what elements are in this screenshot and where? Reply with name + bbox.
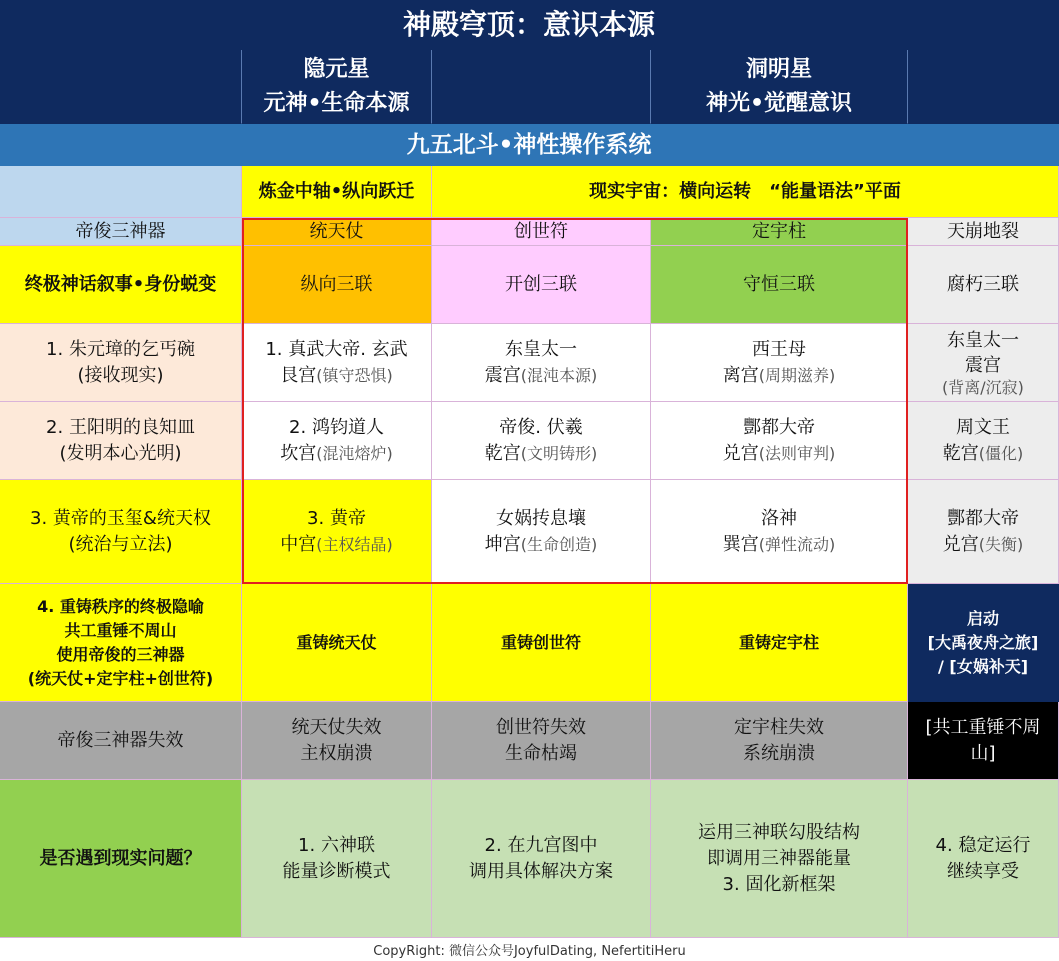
recast-col2-text: 重铸创世符	[500, 632, 581, 652]
row1-col3-deity: 西王母	[752, 338, 806, 360]
row2-col1-note: (混沌熔炉)	[316, 443, 393, 463]
row3-col4	[908, 480, 1059, 584]
row2-col2-note: (文明铸形)	[520, 443, 598, 463]
header-tianbeng-text: 天崩地裂	[947, 220, 1019, 242]
row1-col1-deity: 1. 真武大帝. 玄武	[265, 338, 408, 360]
question-col3	[651, 780, 908, 938]
header-artifacts-text: 帝俊三神器	[75, 220, 166, 242]
row3-col1-note: (主权结晶)	[316, 534, 393, 554]
triad-creation	[432, 246, 651, 324]
triad-decay	[908, 246, 1059, 324]
row1-col4	[908, 324, 1059, 402]
row1-col4-palace: 震宫	[965, 354, 1001, 376]
row1-col3-palace: 离宫	[722, 364, 759, 386]
alchemy-axis-text: 炼金中轴•纵向跃迁	[258, 180, 415, 202]
row3-col3	[651, 480, 908, 584]
row3-col3-deity: 洛神	[761, 507, 797, 529]
row2-label-title: 2. 王阳明的良知皿	[46, 416, 195, 438]
row3-col2	[432, 480, 651, 584]
row1-label	[0, 324, 242, 402]
question-col2	[432, 780, 651, 938]
question-col3-line3: 3. 固化新框架	[722, 873, 836, 895]
question-col1-line2: 能量诊断模式	[282, 860, 391, 882]
stars-blank-left	[0, 50, 242, 124]
stars-blank-middle	[432, 50, 651, 124]
row1-label-sub: (接收现实)	[77, 364, 164, 386]
row2-col4-note: (僵化)	[978, 443, 1024, 463]
triad-vertical-text: 纵向三联	[300, 273, 373, 295]
question-col1	[242, 780, 432, 938]
row1-col1-note: (镇守恐惧)	[316, 365, 393, 385]
fail-label	[0, 702, 242, 780]
question-col3-line2: 即调用三神器能量	[707, 847, 851, 869]
star-dongming	[651, 50, 908, 124]
header-chuangshifu-text: 创世符	[514, 220, 568, 242]
system-title	[0, 124, 1059, 166]
recast-label-line2: 共工重锤不周山	[64, 620, 177, 640]
axis-blank	[0, 166, 242, 218]
star-yinyuan-name: 隐元星	[303, 56, 370, 82]
header-tongtianzhang-text: 统天仗	[309, 220, 364, 242]
recast-label-line3: 使用帝俊的三神器	[56, 644, 185, 664]
recast-col4-line1: 启动	[966, 608, 999, 628]
copyright-text: CopyRight: 微信公众号JoyfulDating, NefertitiHeru	[373, 944, 686, 959]
row3-col4-deity: 酆都大帝	[947, 507, 1019, 529]
row1-col2-deity: 东皇太一	[505, 338, 577, 360]
row3-col4-note: (失衡)	[978, 534, 1024, 554]
reality-plane-text: 现实宇宙：横向运转 “能量语法”平面	[589, 180, 901, 202]
copyright-footer	[0, 938, 1059, 961]
row3-col2-deity: 女娲抟息壤	[496, 507, 586, 529]
star-dongming-desc: 神光•觉醒意识	[705, 90, 853, 116]
row2-col4	[908, 402, 1059, 480]
row3-col2-palace: 坤宫	[484, 533, 521, 555]
recast-col4-line2: [大禹夜舟之旅]	[927, 632, 1039, 652]
header-dingyuzhu	[651, 218, 908, 246]
row2-col1	[242, 402, 432, 480]
row3-label-sub: (统治与立法)	[68, 533, 173, 555]
row3-col1-palace: 中宫	[280, 533, 317, 555]
row2-col3-deity: 酆都大帝	[743, 416, 815, 438]
fail-col1-line2: 主权崩溃	[300, 742, 373, 764]
row2-col2-deity: 帝俊. 伏羲	[499, 416, 583, 438]
fail-col2	[432, 702, 651, 780]
question-col4-line1: 4. 稳定运行	[935, 834, 1031, 856]
header-tianbeng	[908, 218, 1059, 246]
question-label-text: 是否遇到现实问题？	[39, 847, 202, 869]
row1-col2-note: (混沌本源)	[520, 365, 598, 385]
fail-col1	[242, 702, 432, 780]
fail-col3-line1: 定宇柱失效	[734, 716, 824, 738]
recast-col1	[242, 584, 432, 702]
star-yinyuan-desc: 元神•生命本源	[263, 90, 410, 116]
row1-col4-deity: 东皇太一	[947, 329, 1019, 351]
reality-plane-label	[432, 166, 1059, 218]
stars-blank-right	[908, 50, 1059, 124]
fail-col1-line1: 统天仗失效	[291, 716, 382, 738]
row1-col1-palace: 艮宫	[280, 364, 317, 386]
triad-creation-text: 开创三联	[505, 273, 577, 295]
row1-col2	[432, 324, 651, 402]
row2-label	[0, 402, 242, 480]
fail-col4-line2: 山]	[970, 742, 996, 764]
triad-vertical	[242, 246, 432, 324]
fail-col3-line2: 系统崩溃	[743, 742, 815, 764]
row3-col1-deity: 3. 黄帝	[307, 507, 366, 529]
recast-label-line4: (统天仗+定宇柱+创世符)	[27, 668, 214, 688]
row3-col3-note: (弹性流动)	[758, 534, 836, 554]
triad-conservation	[651, 246, 908, 324]
question-label	[0, 780, 242, 938]
row2-col2-palace: 乾宫	[484, 442, 521, 464]
row2-col4-deity: 周文王	[956, 416, 1010, 438]
fail-col4-line1: [共工重锤不周	[925, 716, 1041, 738]
row1-col1	[242, 324, 432, 402]
header-tongtianzhang	[242, 218, 432, 246]
row3-col3-palace: 巽宫	[722, 533, 759, 555]
header-dingyuzhu-text: 定宇柱	[752, 220, 806, 242]
row1-col3	[651, 324, 908, 402]
row3-label	[0, 480, 242, 584]
triad-conservation-text: 守恒三联	[743, 273, 815, 295]
question-col2-line2: 调用具体解决方案	[469, 860, 613, 882]
fail-col2-line2: 生命枯竭	[505, 742, 577, 764]
row1-col4-note: (背离/沉寂)	[942, 377, 1024, 397]
row2-col2	[432, 402, 651, 480]
row3-label-title: 3. 黄帝的玉玺&统天权	[30, 507, 211, 529]
row2-col3-note: (法则审判)	[758, 443, 836, 463]
row3-col1	[242, 480, 432, 584]
recast-col4-line3: / [女娲补天]	[937, 656, 1029, 676]
star-dongming-name: 洞明星	[745, 56, 812, 82]
fail-label-text: 帝俊三神器失效	[57, 729, 184, 751]
question-col1-line1: 1. 六神联	[298, 834, 375, 856]
triad-decay-text: 腐朽三联	[947, 273, 1019, 295]
triad-label	[0, 246, 242, 324]
recast-col3	[651, 584, 908, 702]
fail-col2-line1: 创世符失效	[496, 716, 586, 738]
header-chuangshifu	[432, 218, 651, 246]
header-artifacts	[0, 218, 242, 246]
recast-col2	[432, 584, 651, 702]
question-col2-line1: 2. 在九宫图中	[484, 834, 598, 856]
row2-col4-palace: 乾宫	[942, 442, 979, 464]
page-title-text: 神殿穹顶：意识本源	[402, 7, 655, 41]
alchemy-axis-label	[242, 166, 432, 218]
row2-col1-palace: 坎宫	[280, 442, 317, 464]
row2-col3	[651, 402, 908, 480]
recast-col3-text: 重铸定宇柱	[738, 632, 819, 652]
row2-label-sub: (发明本心光明)	[59, 442, 182, 464]
question-col4-line2: 继续享受	[947, 860, 1019, 882]
fail-col4	[908, 702, 1059, 780]
row3-col2-note: (生命创造)	[520, 534, 598, 554]
row2-col3-palace: 兑宫	[722, 442, 759, 464]
question-col4	[908, 780, 1059, 938]
question-col3-line1: 运用三神联勾股结构	[698, 821, 860, 843]
star-yinyuan	[242, 50, 432, 124]
row1-col2-palace: 震宫	[484, 364, 521, 386]
row2-col1-deity: 2. 鸿钧道人	[289, 416, 384, 438]
system-title-text: 九五北斗•神性操作系统	[406, 131, 652, 158]
page-title	[0, 0, 1059, 50]
triad-label-text: 终极神话叙事•身份蜕变	[24, 273, 217, 295]
fail-col3	[651, 702, 908, 780]
row3-col4-palace: 兑宫	[942, 533, 979, 555]
recast-label-line1: 4. 重铸秩序的终极隐喻	[37, 596, 204, 616]
row1-label-title: 1. 朱元璋的乞丐碗	[46, 338, 195, 360]
recast-col4	[908, 584, 1059, 702]
recast-col1-text: 重铸统天仗	[296, 632, 377, 652]
recast-label	[0, 584, 242, 702]
row1-col3-note: (周期滋养)	[758, 365, 836, 385]
